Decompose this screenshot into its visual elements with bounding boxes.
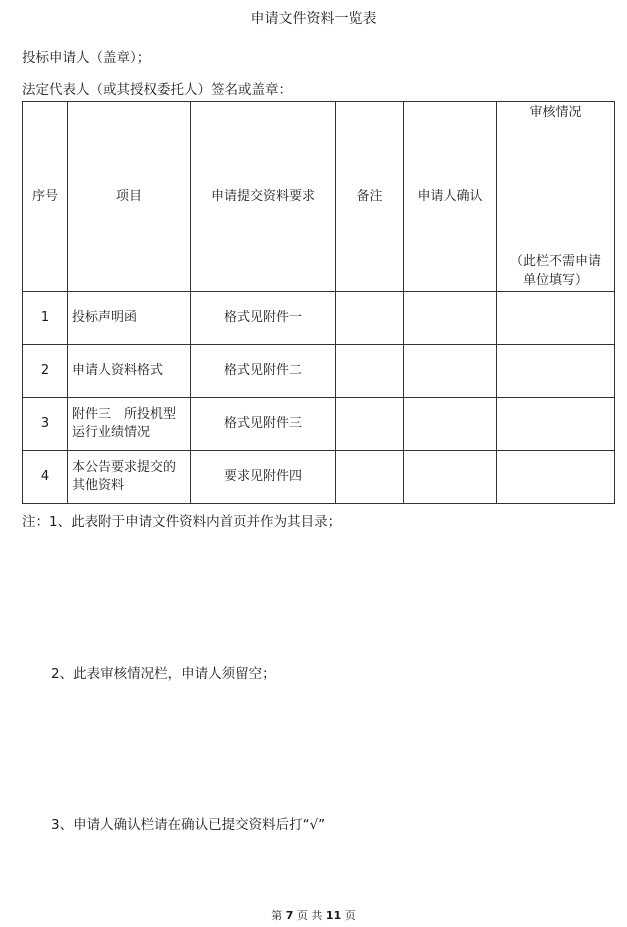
table-row <box>23 292 615 345</box>
table-row <box>23 345 615 398</box>
row-item: 投标声明函 <box>68 292 191 345</box>
header-review-label: 审核情况 <box>529 105 582 120</box>
footer-current-page: 7 <box>285 909 294 922</box>
row-remark-cell <box>336 345 404 398</box>
header-item: 项目 <box>68 102 191 292</box>
header-requirement: 申请提交资料要求 <box>191 102 336 292</box>
table-header-row <box>23 102 615 292</box>
row-requirement: 格式见附件三 <box>191 398 336 451</box>
row-review-cell <box>497 292 615 345</box>
table-row <box>23 451 615 504</box>
row-requirement: 格式见附件一 <box>191 292 336 345</box>
row-item: 本公告要求提交的其他资料 <box>68 451 191 504</box>
row-review-cell <box>497 345 615 398</box>
row-remark-cell <box>336 292 404 345</box>
header-review-note-line1: （此栏不需申请 <box>509 254 601 269</box>
applicant-seal-line: 投标申请人（盖章）； <box>22 50 151 66</box>
document-title: 申请文件资料一览表 <box>250 11 377 27</box>
note-2: 2、此表审核情况栏，申请人须留空； <box>51 666 276 682</box>
row-item: 申请人资料格式 <box>68 345 191 398</box>
row-remark-cell <box>336 451 404 504</box>
row-confirm-cell <box>404 398 497 451</box>
header-seq: 序号 <box>23 102 68 292</box>
row-review-cell <box>497 451 615 504</box>
row-confirm-cell <box>404 345 497 398</box>
note-3: 3、申请人确认栏请在确认已提交资料后打“√” <box>51 817 326 833</box>
document-checklist-table <box>22 101 615 504</box>
header-review-note-line2: 单位填写） <box>522 273 588 288</box>
row-seq: 3 <box>23 398 68 451</box>
row-seq: 4 <box>23 451 68 504</box>
row-review-cell <box>497 398 615 451</box>
table-row <box>23 398 615 451</box>
footer-word-page: 第 <box>271 909 283 922</box>
page-number-footer <box>0 907 627 923</box>
footer-total-pages: 11 <box>325 909 342 922</box>
row-requirement: 格式见附件二 <box>191 345 336 398</box>
row-seq: 2 <box>23 345 68 398</box>
footer-word-end: 页 <box>344 909 356 922</box>
header-review-note <box>501 252 610 290</box>
row-seq: 1 <box>23 292 68 345</box>
header-remark: 备注 <box>336 102 404 292</box>
row-confirm-cell <box>404 292 497 345</box>
row-requirement: 要求见附件四 <box>191 451 336 504</box>
header-applicant-confirm: 申请人确认 <box>404 102 497 292</box>
row-remark-cell <box>336 398 404 451</box>
row-item: 附件三 所投机型运行业绩情况 <box>68 398 191 451</box>
footer-word-total: 页 共 <box>296 909 323 922</box>
note-1: 注：1、此表附于申请文件资料内首页并作为其目录； <box>22 514 342 530</box>
header-review <box>497 102 615 292</box>
row-confirm-cell <box>404 451 497 504</box>
signer-line: 法定代表人（或其授权委托人）签名或盖章： <box>22 82 292 98</box>
